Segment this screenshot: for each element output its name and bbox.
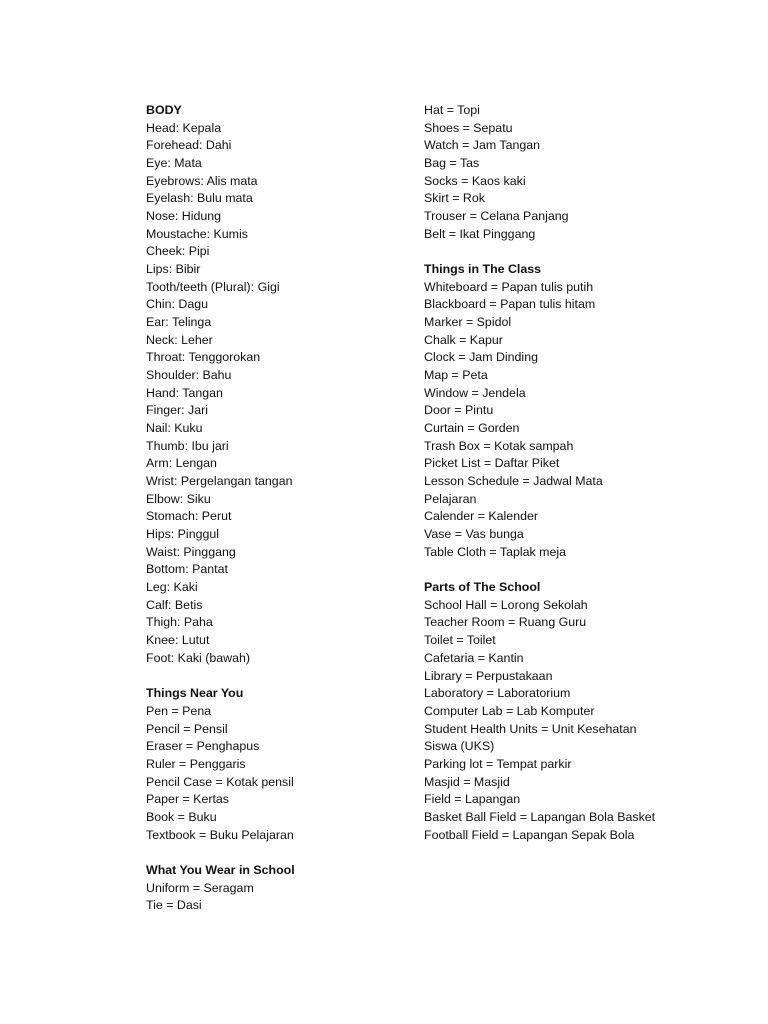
section-heading-body: BODY [146, 103, 182, 117]
vocab-entry-textbook-buku-pelajaran: Textbook = Buku Pelajaran [146, 827, 294, 842]
vocab-entry-lesson-schedule-jadwal-mata: Lesson Schedule = Jadwal Mata [424, 474, 603, 489]
section-spacer [424, 561, 684, 579]
vocab-entry-trash-box-kotak-sampah: Trash Box = Kotak sampah [424, 438, 574, 453]
vocab-entry-cheek-pipi: Cheek: Pipi [146, 244, 210, 259]
vocab-entry-blackboard-papan-tulis-hitam: Blackboard = Papan tulis hitam [424, 297, 596, 312]
vocab-entry-pencil-pensil: Pencil = Pensil [146, 721, 228, 736]
section-spacer [146, 668, 446, 686]
section-spacer [424, 243, 684, 261]
vocab-entry-parking-lot-tempat-parkir: Parking lot = Tempat parkir [424, 756, 572, 771]
vocab-entry-school-hall-lorong-sekolah: School Hall = Lorong Sekolah [424, 597, 588, 612]
vocab-entry-skirt-rok: Skirt = Rok [424, 191, 485, 206]
vocab-entry-ear-telinga: Ear: Telinga [146, 315, 212, 330]
vocab-entry-lips-bibir: Lips: Bibir [146, 262, 201, 277]
vocab-entry-curtain-gorden: Curtain = Gorden [424, 421, 520, 436]
vocab-entry-laboratory-laboratorium: Laboratory = Laboratorium [424, 686, 571, 701]
vocab-entry-moustache-kumis: Moustache: Kumis [146, 226, 248, 241]
vocab-entry-bottom-pantat: Bottom: Pantat [146, 562, 228, 577]
vocab-entry-throat-tenggorokan: Throat: Tenggorokan [146, 350, 261, 365]
vocab-entry-hat-topi: Hat = Topi [424, 103, 480, 117]
right-column [424, 102, 684, 844]
vocab-entry-arm-lengan: Arm: Lengan [146, 456, 217, 471]
vocab-entry-trouser-celana-panjang: Trouser = Celana Panjang [424, 209, 569, 224]
vocab-entry-eye-mata: Eye: Mata [146, 156, 202, 171]
vocab-entry-book-buku: Book = Buku [146, 809, 217, 824]
vocab-entry-uniform-seragam: Uniform = Seragam [146, 880, 254, 895]
vocab-entry-eraser-penghapus: Eraser = Penghapus [146, 739, 260, 754]
vocab-entry-cafetaria-kantin: Cafetaria = Kantin [424, 650, 524, 665]
vocab-entry-nose-hidung: Nose: Hidung [146, 209, 222, 224]
vocab-entry-vase-vas-bunga: Vase = Vas bunga [424, 527, 524, 542]
vocab-entry-chin-dagu: Chin: Dagu [146, 297, 208, 312]
vocab-entry-eyelash-bulu-mata: Eyelash: Bulu mata [146, 191, 253, 206]
vocab-entry-toilet-toilet: Toilet = Toilet [424, 633, 496, 648]
vocab-entry-library-perpustakaan: Library = Perpustakaan [424, 668, 553, 683]
vocab-entry-stomach-perut: Stomach: Perut [146, 509, 232, 524]
vocab-entry-hips-pinggul: Hips: Pinggul [146, 527, 220, 542]
vocab-entry-student-health-units-unit-kesehatan: Student Health Units = Unit Kesehatan [424, 721, 637, 736]
vocab-entry-head-kepala: Head: Kepala [146, 120, 222, 135]
vocab-entry-knee-lutut: Knee: Lutut [146, 633, 210, 648]
vocab-entry-leg-kaki: Leg: Kaki [146, 580, 198, 595]
vocab-entry-marker-spidol: Marker = Spidol [424, 315, 512, 330]
vocab-entry-belt-ikat-pinggang: Belt = Ikat Pinggang [424, 226, 536, 241]
vocab-entry-calender-kalender: Calender = Kalender [424, 509, 539, 524]
vocab-entry-pelajaran: Pelajaran [424, 491, 477, 506]
vocab-entry-siswa-uks: Siswa (UKS) [424, 739, 495, 754]
left-column [146, 102, 446, 915]
vocab-entry-computer-lab-lab-komputer: Computer Lab = Lab Komputer [424, 703, 595, 718]
vocab-entry-tie-dasi: Tie = Dasi [146, 898, 202, 913]
vocab-entry-nail-kuku: Nail: Kuku [146, 421, 203, 436]
vocab-entry-waist-pinggang: Waist: Pinggang [146, 544, 236, 559]
vocab-entry-map-peta: Map = Peta [424, 368, 488, 383]
vocab-entry-table-cloth-taplak-meja: Table Cloth = Taplak meja [424, 544, 567, 559]
vocab-entry-door-pintu: Door = Pintu [424, 403, 494, 418]
section-spacer [146, 844, 446, 862]
vocab-entry-neck-leher: Neck: Leher [146, 332, 213, 347]
vocab-entry-clock-jam-dinding: Clock = Jam Dinding [424, 350, 538, 365]
vocab-entry-whiteboard-papan-tulis-putih: Whiteboard = Papan tulis putih [424, 279, 594, 294]
vocab-entry-hand-tangan: Hand: Tangan [146, 385, 223, 400]
section-heading-what-you-wear-in-school: What You Wear in School [146, 862, 295, 877]
vocab-entry-picket-list-daftar-piket: Picket List = Daftar Piket [424, 456, 560, 471]
vocab-entry-thumb-ibu-jari: Thumb: Ibu jari [146, 438, 229, 453]
vocab-entry-basket-ball-field-lapangan-bola-basket: Basket Ball Field = Lapangan Bola Basket [424, 809, 656, 824]
vocab-entry-wrist-pergelangan-tangan: Wrist: Pergelangan tangan [146, 474, 293, 489]
vocab-entry-pen-pena: Pen = Pena [146, 703, 212, 718]
vocab-entry-thigh-paha: Thigh: Paha [146, 615, 213, 630]
vocab-entry-ruler-penggaris: Ruler = Penggaris [146, 756, 246, 771]
vocab-entry-bag-tas: Bag = Tas [424, 156, 480, 171]
vocab-entry-chalk-kapur: Chalk = Kapur [424, 332, 503, 347]
vocab-entry-eyebrows-alis-mata: Eyebrows: Alis mata [146, 173, 258, 188]
vocab-entry-football-field-lapangan-sepak-bola: Football Field = Lapangan Sepak Bola [424, 827, 635, 842]
vocab-entry-finger-jari: Finger: Jari [146, 403, 208, 418]
vocab-entry-window-jendela: Window = Jendela [424, 385, 526, 400]
section-heading-parts-of-the-school: Parts of The School [424, 580, 541, 595]
vocab-entry-forehead-dahi: Forehead: Dahi [146, 138, 232, 153]
vocab-entry-pencil-case-kotak-pensil: Pencil Case = Kotak pensil [146, 774, 294, 789]
section-heading-things-in-the-class: Things in The Class [424, 262, 542, 277]
vocab-entry-calf-betis: Calf: Betis [146, 597, 203, 612]
vocab-entry-paper-kertas: Paper = Kertas [146, 792, 229, 807]
vocab-entry-teacher-room-ruang-guru: Teacher Room = Ruang Guru [424, 615, 587, 630]
vocab-entry-masjid-masjid: Masjid = Masjid [424, 774, 510, 789]
vocab-entry-tooth-teeth-plural-gigi: Tooth/teeth (Plural): Gigi [146, 279, 280, 294]
section-heading-things-near-you: Things Near You [146, 686, 244, 701]
vocab-entry-watch-jam-tangan: Watch = Jam Tangan [424, 138, 541, 153]
vocab-entry-field-lapangan: Field = Lapangan [424, 792, 521, 807]
vocab-entry-shoulder-bahu: Shoulder: Bahu [146, 368, 232, 383]
vocab-entry-shoes-sepatu: Shoes = Sepatu [424, 120, 513, 135]
vocab-entry-elbow-siku: Elbow: Siku [146, 491, 211, 506]
vocab-entry-socks-kaos-kaki: Socks = Kaos kaki [424, 173, 526, 188]
vocab-entry-foot-kaki-bawah: Foot: Kaki (bawah) [146, 650, 250, 665]
